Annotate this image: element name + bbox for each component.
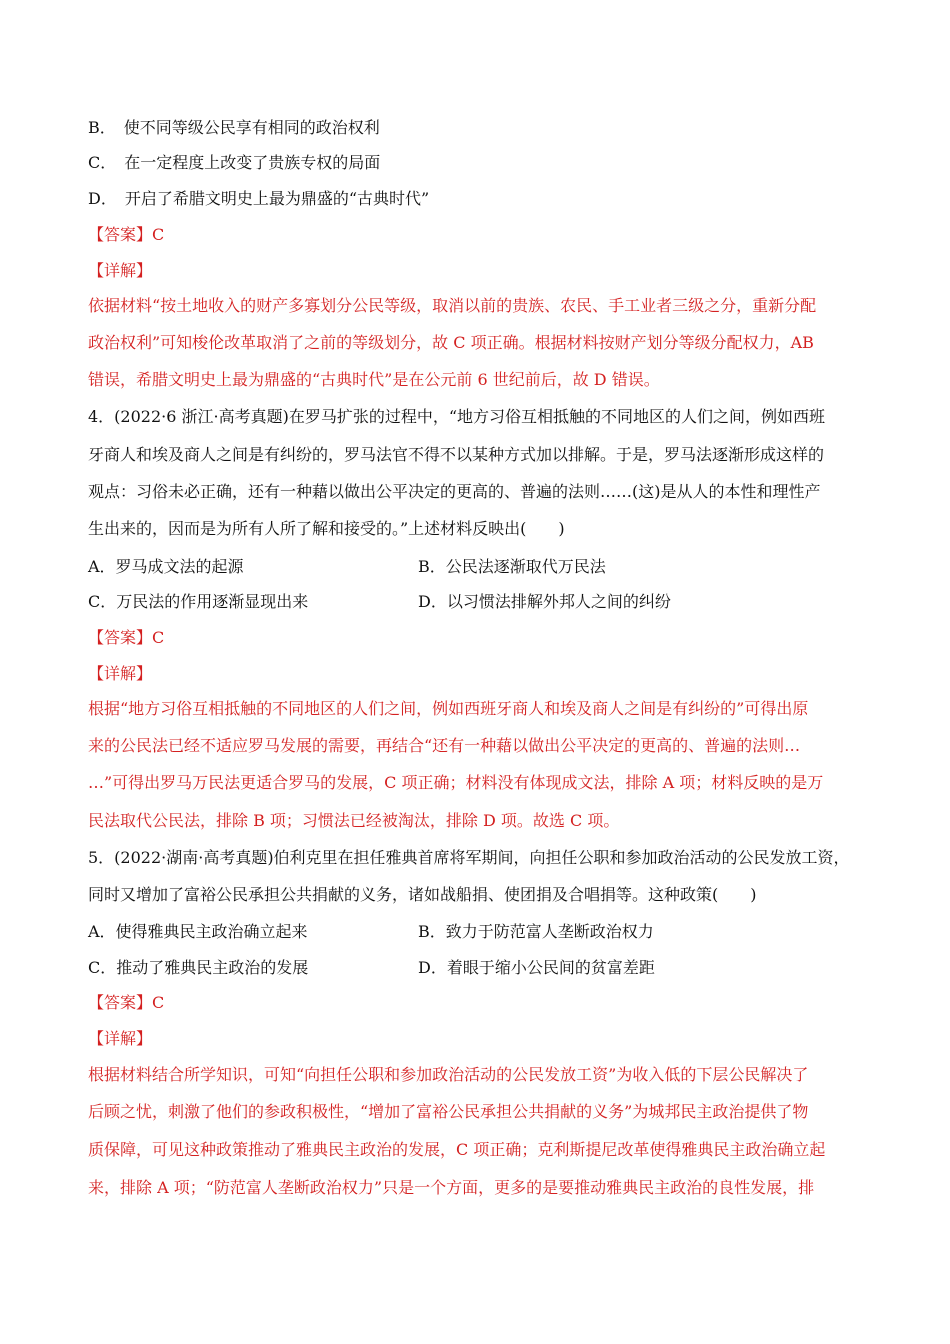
q3-option-d: D． 开启了希腊文明史上最为鼎盛的“古典时代” xyxy=(88,189,430,208)
q4-detail-line: …”可得出罗马万民法更适合罗马的发展，C 项正确；材料没有体现成文法，排除 A 项；材料反映的是万 xyxy=(88,773,824,792)
q4-option-c: C．万民法的作用逐渐显现出来 xyxy=(88,592,309,611)
q5-detail-line: 根据材料结合所学知识，可知“向担任公职和参加政治活动的公民发放工资”为收入低的下层公民解决了 xyxy=(88,1065,809,1084)
q4-option-a: A．罗马成文法的起源 xyxy=(88,557,244,576)
q5-detail-line: 后顾之忧，刺激了他们的参政积极性，“增加了富裕公民承担公共捐献的义务”为城邦民主政治提供了物 xyxy=(88,1102,809,1121)
q3-detail-line: 政治权利”可知梭伦改革取消了之前的等级划分，故 C 项正确。根据材料按财产划分等级分配权力，AB xyxy=(88,333,814,352)
q5-option-a: A．使得雅典民主政治确立起来 xyxy=(88,922,308,941)
q5-option-d: D．着眼于缩小公民间的贫富差距 xyxy=(418,958,655,977)
q5-option-c: C．推动了雅典民主政治的发展 xyxy=(88,958,309,977)
q3-option-c: C． 在一定程度上改变了贵族专权的局面 xyxy=(88,153,381,172)
q5-option-b: B．致力于防范富人垄断政治权力 xyxy=(418,922,654,941)
q5-detail-line: 质保障，可见这种政策推动了雅典民主政治的发展，C 项正确；克利斯提尼改革使得雅典民主政治确立起 xyxy=(88,1140,826,1159)
q5-detail-label: 【详解】 xyxy=(88,1029,153,1048)
q3-option-b: B． 使不同等级公民享有相同的政治权利 xyxy=(88,118,380,137)
q3-detail-label: 【详解】 xyxy=(88,261,153,280)
q4-stem-line: 牙商人和埃及商人之间是有纠纷的，罗马法官不得不以某种方式加以排解。于是，罗马法逐渐形成这样的 xyxy=(88,445,825,464)
q4-stem-line: 观点：习俗未必正确，还有一种藉以做出公平决定的更高的、普遍的法则……(这)是从人的本性和理性产 xyxy=(88,482,821,501)
q3-answer: 【答案】C xyxy=(88,225,165,244)
q4-stem-line: 生出来的，因而是为所有人所了解和接受的。”上述材料反映出( ) xyxy=(88,519,565,538)
q4-answer: 【答案】C xyxy=(88,628,165,647)
q5-detail-line: 来，排除 A 项；“防范富人垄断政治权力”只是一个方面，更多的是要推动雅典民主政治的良性发展，排 xyxy=(88,1178,815,1197)
q4-detail-line: 来的公民法已经不适应罗马发展的需要，再结合“还有一种藉以做出公平决定的更高的、普遍的法则… xyxy=(88,736,801,755)
q5-stem-line: 5．(2022·湖南·高考真题)伯利克里在担任雅典首席将军期间，向担任公职和参加政治活动的公民发放工资， xyxy=(88,848,850,867)
q4-detail-line: 民法取代公民法，排除 B 项；习惯法已经被淘汰，排除 D 项。故选 C 项。 xyxy=(88,811,620,830)
q3-detail-line: 依据材料“按土地收入的财产多寡划分公民等级，取消以前的贵族、农民、手工业者三级之分，重新分配 xyxy=(88,296,817,315)
q4-option-d: D．以习惯法排解外邦人之间的纠纷 xyxy=(418,592,671,611)
q5-stem-line: 同时又增加了富裕公民承担公共捐献的义务，诸如战船捐、使团捐及合唱捐等。这种政策( ) xyxy=(88,885,757,904)
q4-detail-line: 根据“地方习俗互相抵触的不同地区的人们之间，例如西班牙商人和埃及商人之间是有纠纷的”可得出原 xyxy=(88,699,809,718)
q3-detail-line: 错误，希腊文明史上最为鼎盛的“古典时代”是在公元前 6 世纪前后，故 D 错误。 xyxy=(88,370,660,389)
q4-option-b: B．公民法逐渐取代万民法 xyxy=(418,557,606,576)
q5-answer: 【答案】C xyxy=(88,993,165,1012)
q4-detail-label: 【详解】 xyxy=(88,664,153,683)
q4-stem-line: 4．(2022·6 浙江·高考真题)在罗马扩张的过程中，“地方习俗互相抵触的不同地区的人们之间，例如西班 xyxy=(88,407,826,426)
